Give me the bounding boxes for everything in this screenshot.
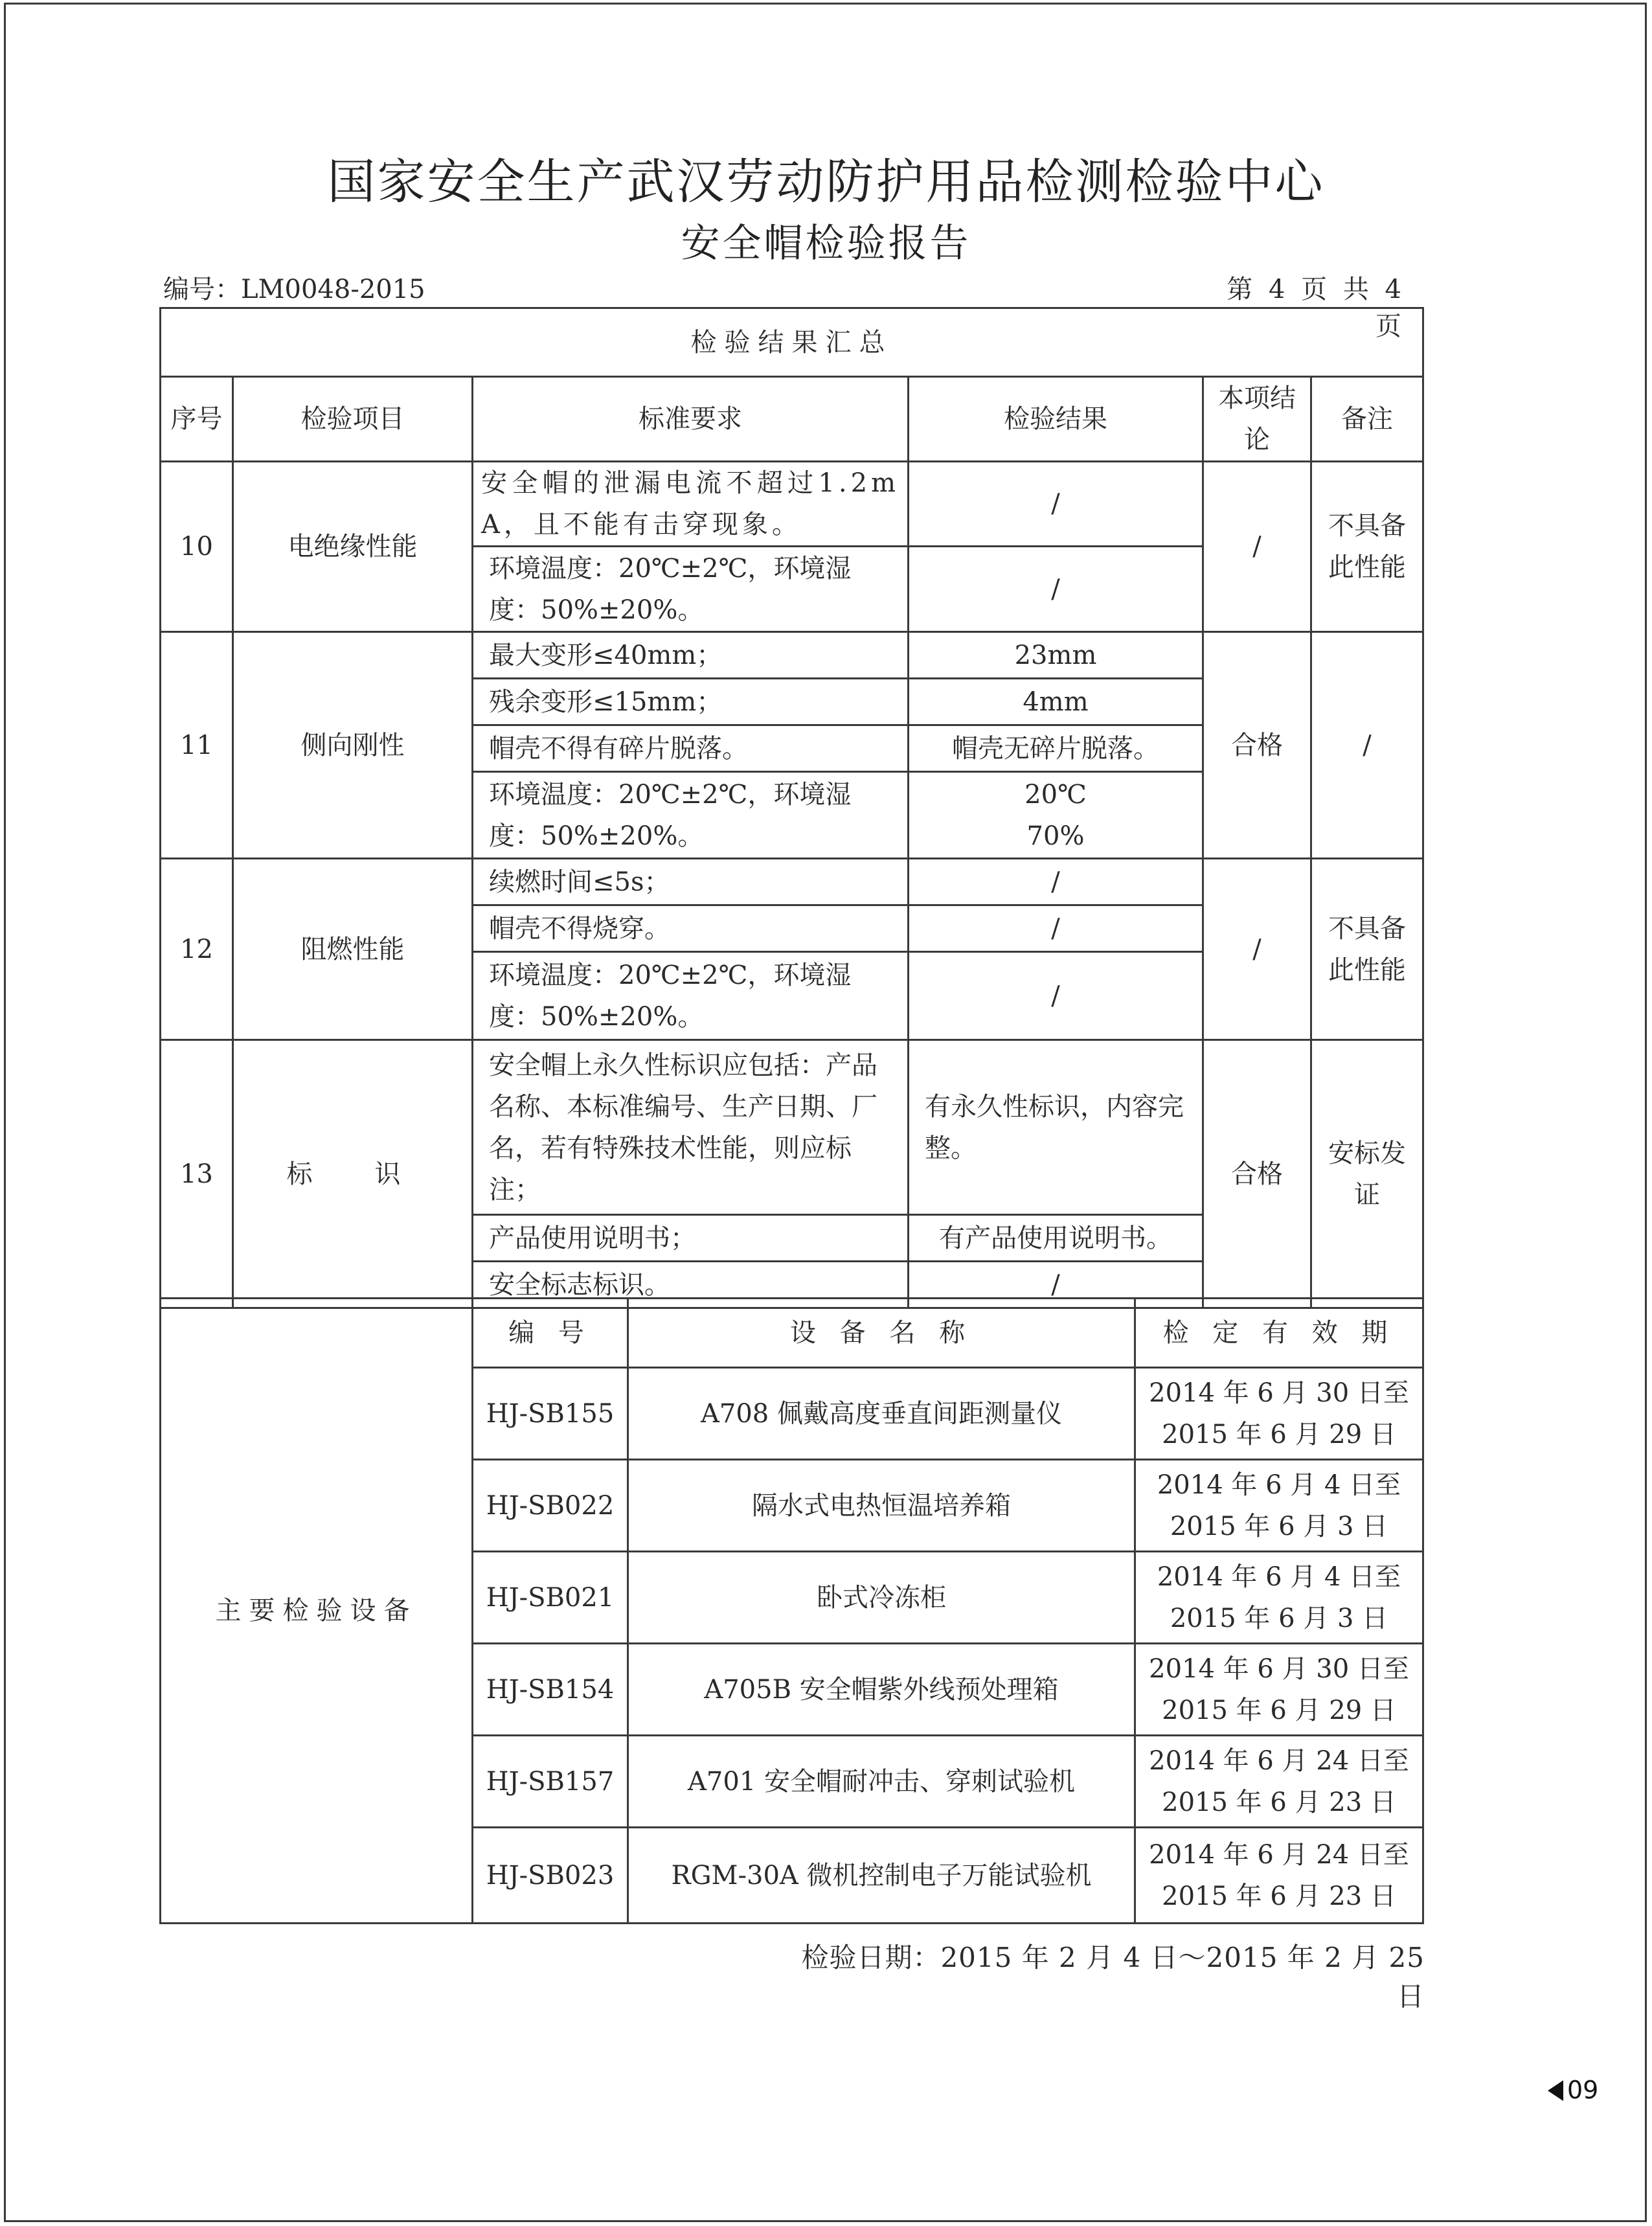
- row11-seq: 11: [161, 632, 233, 859]
- equip-col-code: 编 号: [473, 1299, 628, 1368]
- row10-seq: 10: [161, 462, 233, 632]
- row13-result-1: 有永久性标识，内容完整。: [909, 1040, 1203, 1215]
- equip-row-name: A708 佩戴高度垂直间距测量仪: [628, 1368, 1135, 1460]
- equip-row-code: HJ-SB023: [473, 1828, 628, 1924]
- row13-req-1: 安全帽上永久性标识应包括：产品名称、本标准编号、生产日期、厂名，若有特殊技术性能，则应标注；: [473, 1040, 909, 1215]
- page-info: 第 4 页 共 4 页: [1227, 275, 1405, 341]
- row11-conclusion: 合格: [1203, 632, 1311, 859]
- report-title: 安全帽检验报告: [681, 221, 971, 266]
- equip-row-name: 隔水式电热恒温培养箱: [628, 1460, 1135, 1552]
- row10-conclusion: /: [1203, 462, 1311, 632]
- row13-seq: 13: [161, 1040, 233, 1308]
- equip-row-code: HJ-SB154: [473, 1644, 628, 1736]
- col-header-seq: 序号: [161, 377, 233, 462]
- col-header-result: 检验结果: [909, 377, 1203, 462]
- validity-to: 2015 年 6 月 29 日: [1162, 1419, 1396, 1449]
- validity-from: 2014 年 6 月 4 日至: [1157, 1470, 1401, 1500]
- inspection-date: 检验日期：2015 年 2 月 4 日～2015 年 2 月 25 日: [801, 1942, 1425, 2012]
- equip-row-validity: [1135, 1644, 1423, 1736]
- triangle-left-icon: [1548, 2080, 1563, 2101]
- col-header-requirement: 标准要求: [473, 377, 909, 462]
- row10-result-2: /: [909, 547, 1203, 632]
- row11-req-2: 残余变形≤15mm；: [473, 679, 909, 725]
- validity-to: 2015 年 6 月 23 日: [1162, 1787, 1396, 1817]
- row11-result-3: 帽壳无碎片脱落。: [909, 725, 1203, 772]
- equip-row-validity: [1135, 1460, 1423, 1552]
- row11-req-3: 帽壳不得有碎片脱落。: [473, 725, 909, 772]
- row13-conclusion: 合格: [1203, 1040, 1311, 1308]
- validity-from: 2014 年 6 月 24 日至: [1149, 1745, 1409, 1776]
- row13-req-2: 产品使用说明书；: [473, 1215, 909, 1262]
- row12-req-1: 续燃时间≤5s；: [473, 859, 909, 905]
- validity-to: 2015 年 6 月 23 日: [1162, 1881, 1396, 1911]
- row11-req-1: 最大变形≤40mm；: [473, 632, 909, 679]
- col-header-item: 检验项目: [233, 377, 473, 462]
- col-header-conclusion: 本项结论: [1203, 377, 1311, 462]
- equip-row-name: 卧式冷冻柜: [628, 1552, 1135, 1644]
- equip-row-validity: [1135, 1552, 1423, 1644]
- row11-item: 侧向刚性: [233, 632, 473, 859]
- equip-col-validity: 检 定 有 效 期: [1135, 1299, 1423, 1368]
- row13-req-3: 安全标志标识。: [473, 1262, 909, 1308]
- report-number: 编号：LM0048-2015: [163, 275, 425, 304]
- page-number-badge: [1548, 2076, 1598, 2104]
- validity-to: 2015 年 6 月 3 日: [1170, 1511, 1388, 1541]
- row10-item: 电绝缘性能: [233, 462, 473, 632]
- row12-req-3: 环境温度：20℃±2℃，环境湿度：50%±20%。: [473, 952, 909, 1040]
- validity-to: 2015 年 6 月 29 日: [1162, 1695, 1396, 1725]
- equip-row-validity: [1135, 1368, 1423, 1460]
- row11-remark: /: [1311, 632, 1423, 859]
- page-number: 09: [1567, 2076, 1599, 2104]
- row12-seq: 12: [161, 859, 233, 1040]
- validity-from: 2014 年 6 月 24 日至: [1149, 1839, 1409, 1870]
- row10-remark: 不具备此性能: [1311, 462, 1423, 632]
- row12-result-3: /: [909, 952, 1203, 1040]
- equip-row-name: A705B 安全帽紫外线预处理箱: [628, 1644, 1135, 1736]
- equipment-label: 主要检验设备: [161, 1299, 473, 1924]
- validity-to: 2015 年 6 月 3 日: [1170, 1603, 1388, 1633]
- equip-row-name: RGM-30A 微机控制电子万能试验机: [628, 1828, 1135, 1924]
- row12-conclusion: /: [1203, 859, 1311, 1040]
- validity-from: 2014 年 6 月 30 日至: [1149, 1653, 1409, 1684]
- col-header-remark: 备注: [1311, 377, 1423, 462]
- row12-result-2: /: [909, 905, 1203, 952]
- validity-from: 2014 年 6 月 30 日至: [1149, 1378, 1409, 1408]
- summary-caption: 检验结果汇总: [161, 308, 1423, 377]
- row12-result-1: /: [909, 859, 1203, 905]
- row10-req-2: 环境温度：20℃±2℃，环境湿度：50%±20%。: [473, 547, 909, 632]
- row13-item: 标 识: [233, 1040, 473, 1308]
- row12-item: 阻燃性能: [233, 859, 473, 1040]
- row13-result-2: 有产品使用说明书。: [909, 1215, 1203, 1262]
- row11-result-4-humidity: 70%: [1026, 821, 1085, 851]
- row12-remark: 不具备此性能: [1311, 859, 1423, 1040]
- equip-row-validity: [1135, 1736, 1423, 1828]
- row11-req-4: 环境温度：20℃±2℃，环境湿度：50%±20%。: [473, 772, 909, 859]
- row13-remark: 安标发证: [1311, 1040, 1423, 1308]
- row10-req-1: 安全帽的泄漏电流不超过1.2mA，且不能有击穿现象。: [473, 462, 909, 547]
- row11-result-1: 23mm: [909, 632, 1203, 679]
- equip-row-code: HJ-SB157: [473, 1736, 628, 1828]
- row11-result-2: 4mm: [909, 679, 1203, 725]
- equip-row-code: HJ-SB021: [473, 1552, 628, 1644]
- equip-row-validity: [1135, 1828, 1423, 1924]
- equipment-table: [159, 1297, 1424, 1924]
- validity-from: 2014 年 6 月 4 日至: [1157, 1562, 1401, 1592]
- equip-row-code: HJ-SB155: [473, 1368, 628, 1460]
- equip-row-name: A701 安全帽耐冲击、穿刺试验机: [628, 1736, 1135, 1828]
- equip-row-code: HJ-SB022: [473, 1460, 628, 1552]
- row12-req-2: 帽壳不得烧穿。: [473, 905, 909, 952]
- equip-col-name: 设 备 名 称: [628, 1299, 1135, 1368]
- row10-result-1: /: [909, 462, 1203, 547]
- org-title: 国家安全生产武汉劳动防护用品检测检验中心: [327, 154, 1325, 210]
- summary-table: [159, 307, 1424, 1309]
- row11-result-4-temp: 20℃: [1024, 779, 1087, 810]
- row13-result-3: /: [909, 1262, 1203, 1308]
- row11-result-4: [909, 772, 1203, 859]
